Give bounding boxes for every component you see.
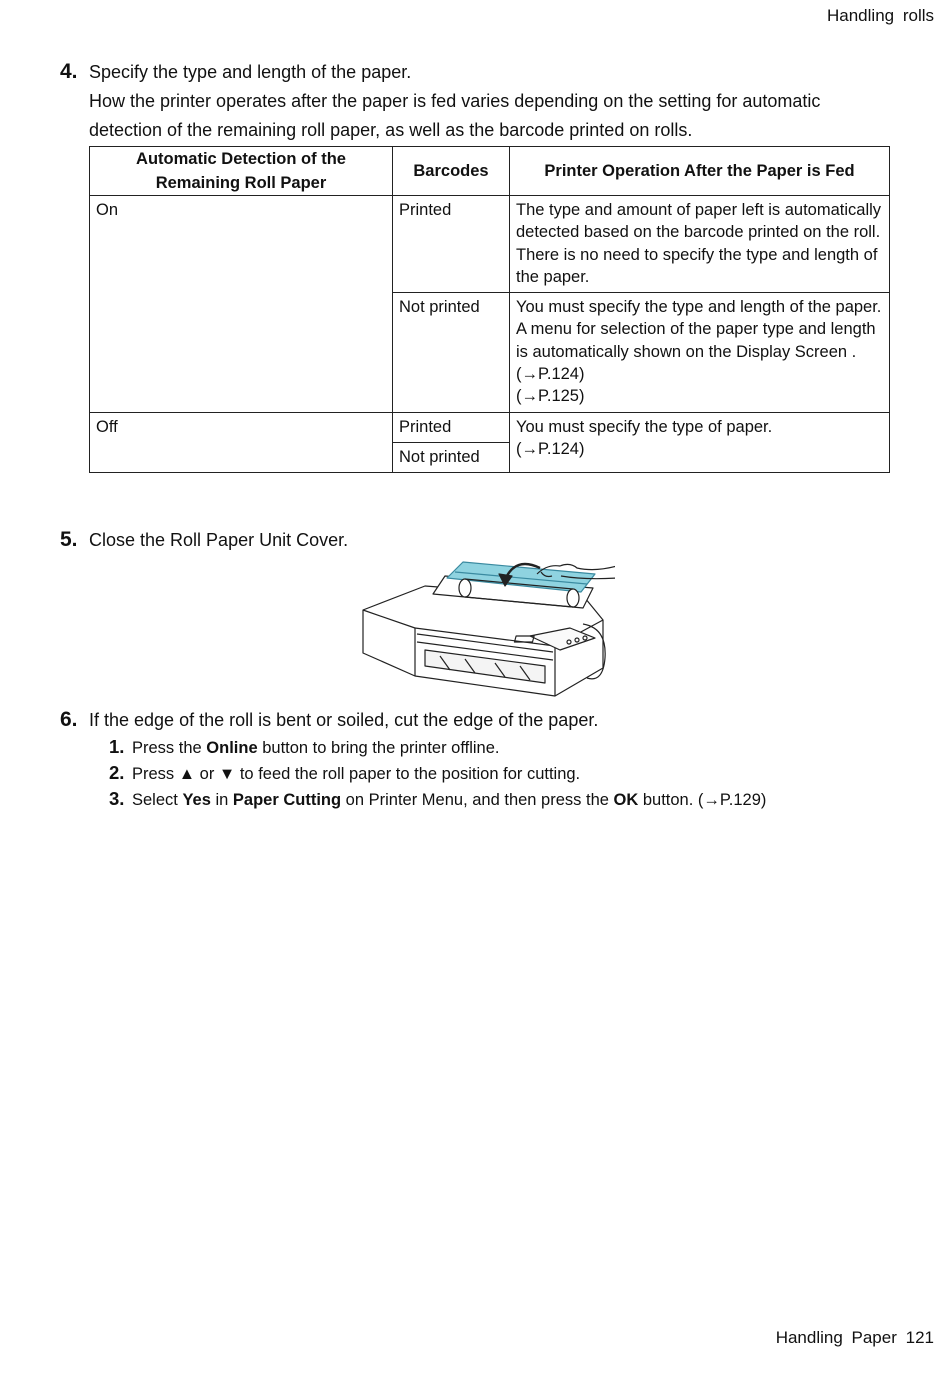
column-header-operation: Printer Operation After the Paper is Fed: [510, 147, 890, 196]
detection-cell: Off: [90, 412, 393, 473]
substep-text: in: [210, 791, 233, 809]
page-reference-link[interactable]: (→P.125): [516, 387, 585, 406]
barcode-cell: Not printed: [393, 293, 510, 412]
substep-text: button to bring the printer offline.: [257, 739, 500, 757]
page-footer: [776, 1328, 934, 1348]
page-reference-link[interactable]: (→P.124): [516, 439, 585, 458]
substep-number: 3.: [109, 788, 125, 809]
footer-section: Handling Paper: [775, 1328, 897, 1347]
yes-option-label: Yes: [182, 791, 211, 809]
table-header-row: [90, 147, 890, 196]
substep-text: on Printer Menu, and then press the: [341, 791, 614, 809]
operation-cell: [510, 412, 890, 473]
column-header-detection: Automatic Detection of the Remaining Roll Paper: [90, 147, 393, 196]
substep-3: [109, 788, 766, 810]
detection-cell: On: [90, 196, 393, 413]
paper-operation-table: [89, 146, 890, 473]
printer-illustration: [355, 558, 615, 708]
step-title: Close the Roll Paper Unit Cover.: [89, 530, 349, 550]
step-4-description: How the printer operates after the paper is fed varies depending on the setting for automatic detection of the remaining roll paper, as well as the barcode printed on rolls.: [89, 91, 821, 140]
operation-line: There is no need to specify the type and length of the paper.: [516, 245, 878, 286]
step-title: Specify the type and length of the paper.: [89, 62, 412, 82]
operation-cell: [510, 293, 890, 412]
step-number: 5.: [60, 528, 78, 551]
ok-button-label: OK: [613, 791, 639, 809]
table-row: [90, 412, 890, 442]
page-number: 121: [905, 1328, 934, 1347]
column-header-barcodes: Barcodes: [393, 147, 510, 196]
online-button-label: Online: [206, 739, 258, 757]
paper-cutting-menu-label: Paper Cutting: [232, 791, 342, 809]
step-number: 4.: [60, 60, 78, 83]
substep-number: 2.: [109, 762, 125, 783]
barcode-cell: Printed: [393, 412, 510, 442]
table-row: [90, 196, 890, 293]
barcode-cell: Not printed: [393, 442, 510, 472]
barcode-cell: Printed: [393, 196, 510, 293]
step-number: 6.: [60, 708, 78, 731]
substep-2: [109, 762, 580, 784]
step-title: If the edge of the roll is bent or soiled, cut the edge of the paper.: [89, 710, 599, 730]
substep-number: 1.: [109, 736, 125, 757]
substep-text: Select: [132, 791, 183, 809]
operation-line: The type and amount of paper left is automatically detected based on the barcode printed on the roll.: [516, 201, 882, 242]
substep-1: [109, 736, 500, 758]
operation-line: You must specify the type and length of the paper. A menu for selection of the paper type and length is automatically shown on the Display Screen .: [516, 298, 882, 361]
page-reference-link[interactable]: button. (→P.129): [638, 791, 767, 809]
step-6: [60, 708, 598, 732]
operation-cell: [510, 196, 890, 293]
substep-text: Press ▲ or ▼ to feed the roll paper to the position for cutting.: [132, 765, 581, 783]
step-5: [60, 528, 348, 552]
running-header: Handling rolls: [827, 6, 934, 25]
page-reference-link[interactable]: (→P.124): [516, 365, 585, 384]
operation-line: You must specify the type of paper.: [516, 417, 773, 436]
step-4: [60, 60, 411, 84]
substep-text: Press the: [132, 739, 207, 757]
